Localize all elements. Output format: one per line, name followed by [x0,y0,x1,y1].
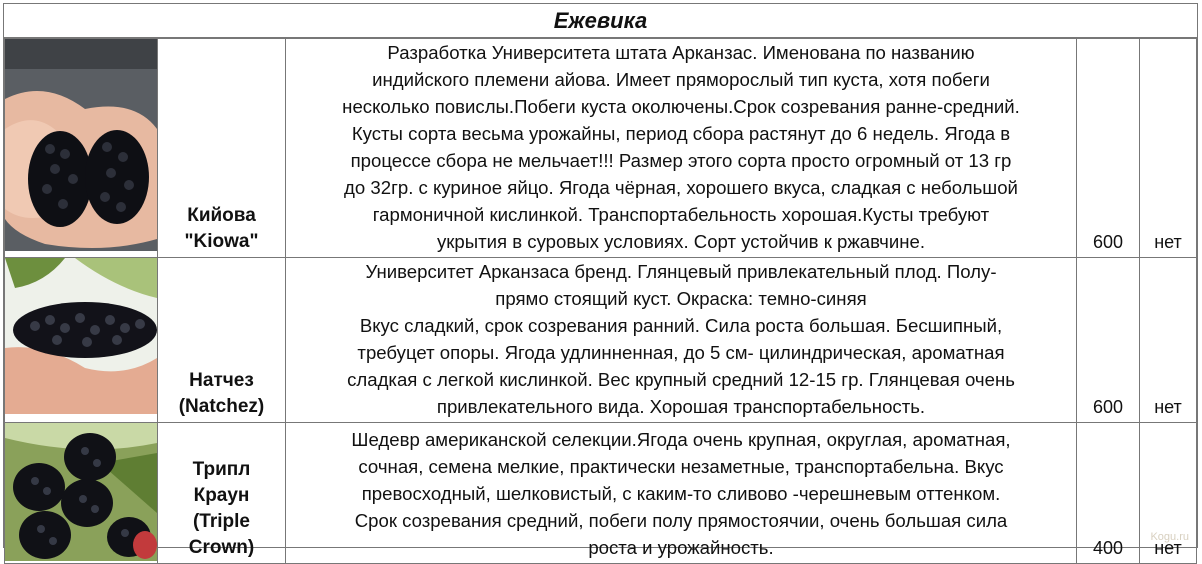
availability-cell: нет [1140,423,1197,564]
variety-name [158,39,286,258]
description-line: до 32гр. с куриное яйцо. Ягода чёрная, хорошего вкуса, сладкая с небольшой [344,177,1018,198]
photo-cell [5,39,158,258]
variety-name-line: Кийова [187,205,256,226]
blackberry-cluster-photo [5,423,157,561]
variety-description [286,39,1077,258]
price-sheet [3,3,1198,558]
price-cell: 400 [1077,423,1140,564]
variety-name-line: Краун [193,485,250,506]
watermark: Kogu.ru [1150,531,1189,543]
description-line: превосходный, шелковистый, с каким-то сливово -черешневым оттенком. [361,483,1001,504]
description-line: несколько повислы.Побеги куста околючены.Срок созревания ранне-средний. [342,96,1020,117]
description-line: Разработка Университета штата Арканзас. Именована по названию [387,42,975,63]
variety-description [286,258,1077,423]
variety-name-line: (Natchez) [178,396,265,417]
description-line: роста и урожайность. [588,537,774,558]
table-row [5,423,1197,564]
variety-name [158,258,286,423]
description-line: индийского племени айова. Имеет пряморослый тип куста, хотя побеги [372,69,990,90]
description-line: Вкус сладкий, срок созревания ранний. Сила роста большая. Бесшипный, [359,315,1003,336]
blackberries-in-hand-photo [5,39,157,251]
description-line: требуцет опоры. Ягода удлинненная, до 5 см- цилиндрическая, ароматная [357,342,1005,363]
photo-cell [5,423,158,564]
variety-table [4,38,1197,564]
table-row [5,258,1197,423]
availability-cell: нет [1140,258,1197,423]
description-line: прямо стоящий куст. Окраска: темно-синяя [495,288,867,309]
price-cell: 600 [1077,39,1140,258]
description-line: процессе сбора не мельчает!!! Размер этого сорта просто огромный от 13 гр [350,150,1012,171]
description-line: сладкая с легкой кислинкой. Вес крупный средний 12-15 гр. Глянцевая очень [347,369,1015,390]
variety-name-line: Трипл [192,459,251,480]
description-line: укрытия в суровых условиях. Сорт устойчив к ржавчине. [436,231,926,252]
variety-name-line: "Kiowa" [184,231,259,252]
description-line: Шедевр американской селекции.Ягода очень крупная, округлая, ароматная, [351,429,1011,450]
variety-name-line: (Triple [192,511,250,532]
elongated-blackberry-photo [5,258,157,414]
table-row [5,39,1197,258]
description-line: Кусты сорта весьма урожайны, период сбора растянут до 6 недель. Ягода в [351,123,1011,144]
variety-name [158,423,286,564]
photo-cell [5,258,158,423]
description-line: Срок созревания средний, побеги полу прямостоячии, очень большая сила [354,510,1008,531]
page-title: Ежевика [4,4,1197,38]
variety-description [286,423,1077,564]
description-line: привлекательного вида. Хорошая транспортабельность. [436,396,926,417]
description-line: сочная, семена мелкие, практически незаметные, транспортабельна. Вкус [358,456,1004,477]
description-line: гармоничной кислинкой. Транспортабельность хорошая.Кусты требуют [372,204,990,225]
availability-cell: нет [1140,39,1197,258]
price-cell: 600 [1077,258,1140,423]
description-line: Университет Арканзаса бренд. Глянцевый привлекательный плод. Полу- [365,261,997,282]
variety-name-line: Натчез [189,370,254,391]
variety-name-line: Crown) [188,537,255,558]
